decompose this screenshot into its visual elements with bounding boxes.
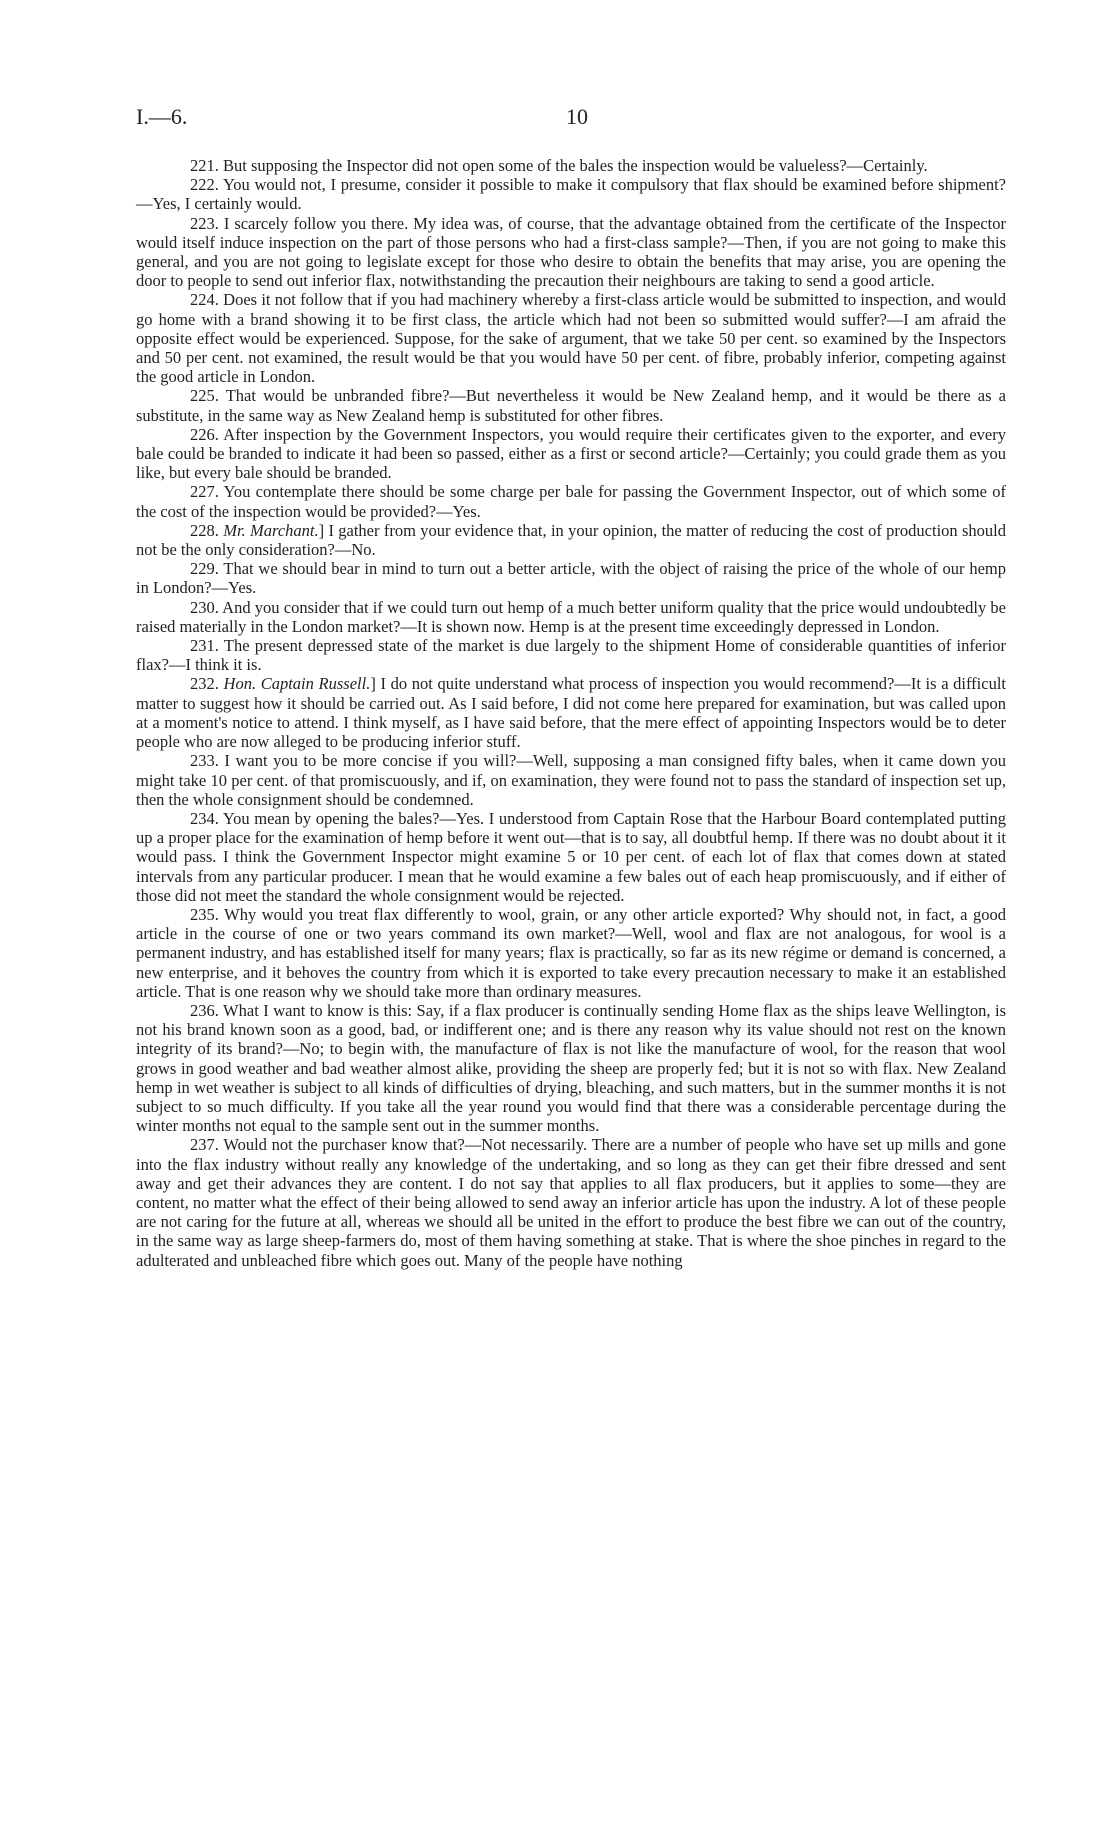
question-paragraph: [136, 1135, 1006, 1269]
question-paragraph: [136, 751, 1006, 809]
paragraph-text: 223. I scarcely follow you there. My idea was, of course, that the advantage obtained from the certificate of the Inspector would itself induce inspection on the part of those persons who had a first-class sample?—Then, if you are not going to make this general, and you are not going to legislate except for those who desire to obtain the benefits that may arise, you are opening the door to people to send out inferior flax, notwithstanding the precaution their neighbours are taking to send a good article.: [136, 213, 1006, 291]
paragraph-text: 237. Would not the purchaser know that?—Not necessarily. There are a number of people who have set up mills and gone into the flax industry without really any knowledge of the undertaking, and so long as they can get their fibre dressed and sent away and get their advances they are content. I do not say that applies to all flax producers, but it applies to some—they are content, no matter what the effect of their being allowed to send away an inferior article has upon the industry. A lot of these people are not caring for the future at all, whereas we should all be united in the effort to produce the best fibre we can out of the country, in the same way as large sheep-farmers do, most of them having something at stake. That is where the shoe pinches in regard to the adulterated and unbleached fibre which goes out. Many of the people have nothing: [136, 1135, 1006, 1270]
paragraph-text: I do not quite understand what process of inspection you would recommend?—It is a difficult matter to suggest how it should be carried out. As I said before, I did not come here prepared for examination, but was called upon at a moment's notice to attend. I think myself, as I have said before, that the mere effect of appointing Inspectors would be to deter people who are now alleged to be producing inferior stuff.: [136, 674, 1007, 752]
paragraph-text: 226. After inspection by the Government Inspectors, you would require their certificates given to the exporter, and every bale could be branded to indicate it had been so passed, either as a first or second article?—Certainly; you could grade them as you like, but every bale should be branded.: [136, 424, 1006, 483]
speaker-name: Mr. Marchant.: [223, 520, 319, 540]
paragraph-text: 227. You contemplate there should be some charge per bale for passing the Government Inspector, out of which some of the cost of the inspection would be provided?—Yes.: [136, 482, 1006, 521]
paragraph-text: 236. What I want to know is this: Say, if a flax producer is continually sending Home flax as the ships leave Wellington, is not his brand known soon as a good, bad, or indifferent one; and is there any reason why its value should not rest on the known integrity of its brand?—No; to begin with, the manufacture of flax is not like the manufacture of wool, for the reason that wool grows in good weather and bad weather almost alike, providing the sheep are properly fed; but it is not so with flax. New Zealand hemp in wet weather is subject to all kinds of difficulties of drying, bleaching, and such matters, but in the summer months it is not subject to so much difficulty. If you take all the year round you would find that there was a considerable percentage during the winter months not equal to the sample sent out in the summer months.: [136, 1000, 1006, 1136]
question-paragraph: [136, 214, 1006, 291]
question-paragraph: [136, 1001, 1006, 1135]
question-paragraph: [136, 636, 1006, 674]
page-number: 10: [566, 104, 588, 129]
paragraph-text: 225. That would be unbranded fibre?—But nevertheless it would be New Zealand hemp, and it would be there as a substitute, in the same way as New Zealand hemp is substituted for other fibres.: [136, 386, 1006, 425]
question-paragraph: [136, 521, 1006, 559]
paragraph-text: 229. That we should bear in mind to turn out a better article, with the object of raising the price of the whole of our hemp in London?—Yes.: [136, 559, 1006, 598]
paragraph-text: 221. But supposing the Inspector did not open some of the bales the inspection would be valueless?—Certainly.: [190, 156, 928, 175]
paragraph-lead: 232.: [190, 674, 224, 694]
speaker-bracket: ]: [318, 520, 325, 540]
question-paragraph: [136, 598, 1006, 636]
page-header: [136, 104, 1006, 140]
paragraph-text: 231. The present depressed state of the market is due largely to the shipment Home of considerable quantities of inferior flax?—I think it is.: [136, 636, 1006, 675]
evidence-text: [136, 156, 1006, 1270]
speaker-name: Hon. Captain Russell.: [223, 674, 371, 694]
paragraph-text: 222. You would not, I presume, consider it possible to make it compulsory that flax should be examined before shipment?—Yes, I certainly would.: [136, 175, 1006, 214]
question-paragraph: [136, 674, 1006, 751]
question-paragraph: [136, 156, 1006, 175]
question-paragraph: [136, 809, 1006, 905]
question-paragraph: [136, 386, 1006, 424]
document-reference: I.—6.: [136, 104, 188, 129]
paragraph-text: 235. Why would you treat flax differently to wool, grain, or any other article exported? Why should not, in fact, a good article in the course of one or two years command its own market?—Well, wool and flax are not analogous, for wool is a permanent industry, and has established itself for many years; flax is practically, so far as its new régime or demand is concerned, a new enterprise, and it behoves the country from which it is exported to take every precaution necessary to make it an established article. That is one reason why we should take more than ordinary measures.: [136, 904, 1006, 1001]
question-paragraph: [136, 290, 1006, 386]
question-paragraph: [136, 175, 1006, 213]
paragraph-lead: 228.: [190, 520, 224, 540]
question-paragraph: [136, 559, 1006, 597]
paragraph-text: I gather from your evidence that, in your opinion, the matter of reducing the cost of production should not be the only consideration?—No.: [136, 520, 1007, 560]
question-paragraph: [136, 482, 1006, 520]
question-paragraph: [136, 905, 1006, 1001]
paragraph-text: 234. You mean by opening the bales?—Yes. I understood from Captain Rose that the Harbour Board contemplated putting up a proper place for the examination of hemp before it went out—that is to say, all doubtful hemp. If there was no doubt about it it would pass. I think the Government Inspector might examine 5 or 10 per cent. of each lot of flax that comes down at stated intervals from any particular producer. I mean that he would examine a few bales out of each heap promiscuously, and if either of those did not meet the standard the whole consignment would be rejected.: [136, 808, 1006, 905]
paragraph-text: 233. I want you to be more concise if you will?—Well, supposing a man consigned fifty bales, when it came down you might take 10 per cent. of that promiscuously, and if, on examination, they were found not to pass the standard of inspection set up, then the whole consignment should be condemned.: [136, 751, 1006, 809]
paragraph-text: 230. And you consider that if we could turn out hemp of a much better uniform quality that the price would undoubtedly be raised materially in the London market?—It is shown now. Hemp is at the present time exceedingly depressed in London.: [136, 597, 1006, 636]
speaker-bracket: ]: [370, 674, 376, 694]
paragraph-text: 224. Does it not follow that if you had machinery whereby a first-class article would be submitted to inspection, and would go home with a brand showing it to be first class, the article which had not been so submitted would suffer?—I am afraid the opposite effect would be experienced. Suppose, for the sake of argument, that we take 50 per cent. so examined by the Inspectors and 50 per cent. not examined, the result would be that you would have 50 per cent. of fibre, probably inferior, competing against the good article in London.: [136, 290, 1006, 387]
question-paragraph: [136, 425, 1006, 483]
